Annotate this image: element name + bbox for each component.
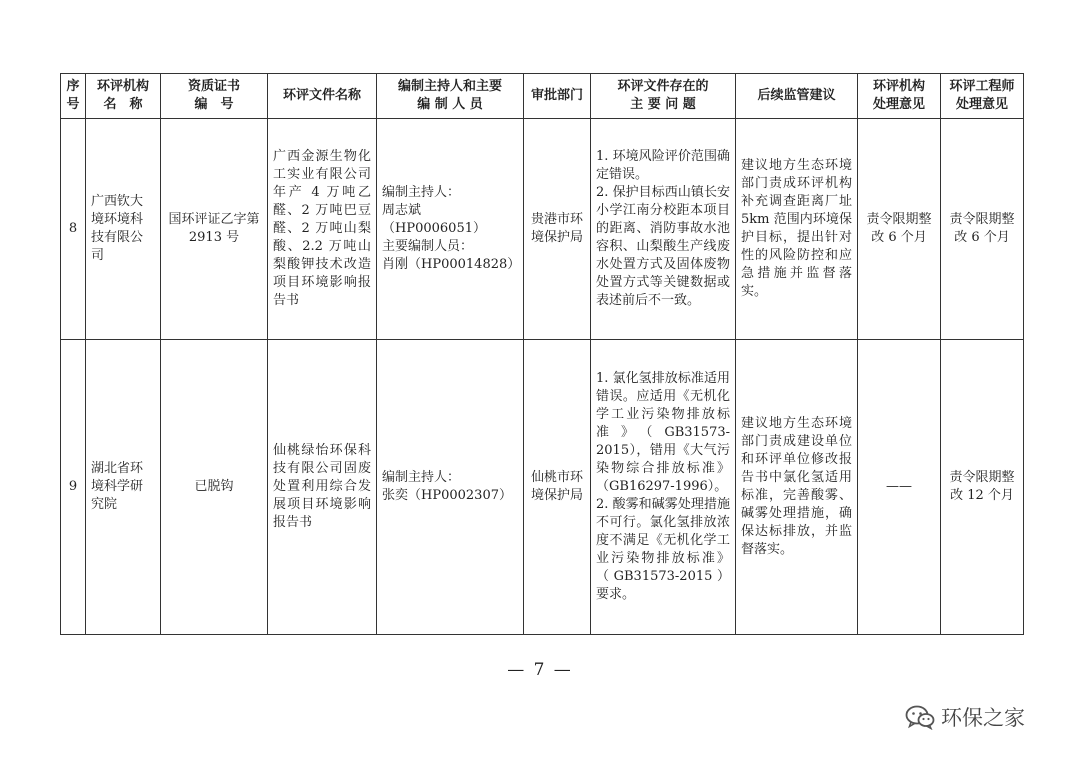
cell-supervision: 建议地方生态环境部门责成环评机构补充调查距离厂址 5km 范围内环境保护目标，提出针对性的风险防控和应急措施并监督落实。 — [736, 119, 858, 340]
cell-no: 9 — [61, 340, 86, 635]
penalty-table — [60, 73, 1024, 635]
header-doc: 环评文件名称 — [268, 74, 377, 119]
cell-engineer-opinion: 责令限期整改 6 个月 — [941, 119, 1024, 340]
cell-problems: 1. 氯化氢排放标准适用错误。应适用《无机化学工业污染物排放标准》（GB31573-2015），错用《大气污染物综合排放标准》（GB16297-1996）。 2. 酸雾和碱雾处理措施不可行。氯化氢排放浓度不满足《无机化学工业污染物排放标准》（GB31573-2015）要求。 — [591, 340, 736, 635]
watermark-text: 环保之家 — [941, 706, 1025, 730]
cell-agency-opinion: —— — [858, 340, 941, 635]
header-agency: 环评机构 名 称 — [86, 74, 161, 119]
cell-agency: 湖北省环境科学研究院 — [86, 340, 161, 635]
page-number: — 7 — — [507, 660, 573, 680]
header-agency-opinion: 环评机构 处理意见 — [858, 74, 941, 119]
header-problems: 环评文件存在的 主 要 问 题 — [591, 74, 736, 119]
cell-staff: 编制主持人： 周志斌（HP0006051） 主要编制人员： 肖刚（HP00014828） — [377, 119, 524, 340]
table-row — [61, 119, 1024, 340]
cell-doc: 广西金源生物化工实业有限公司年产 4 万吨乙醛、2 万吨巴豆醛、2 万吨山梨酸、2.2 万吨山梨酸钾技术改造项目环境影响报告书 — [268, 119, 377, 340]
cell-dept: 仙桃市环境保护局 — [524, 340, 591, 635]
header-supervision: 后续监管建议 — [736, 74, 858, 119]
table-row — [61, 340, 1024, 635]
cell-staff: 编制主持人： 张奕（HP0002307） — [377, 340, 524, 635]
cell-cert: 国环评证乙字第 2913 号 — [161, 119, 268, 340]
cell-agency: 广西钦大境环境科技有限公司 — [86, 119, 161, 340]
cell-no: 8 — [61, 119, 86, 340]
header-staff: 编制主持人和主要 编 制 人 员 — [377, 74, 524, 119]
cell-dept: 贵港市环境保护局 — [524, 119, 591, 340]
wechat-icon — [905, 704, 935, 730]
cell-agency-opinion: 责令限期整改 6 个月 — [858, 119, 941, 340]
header-dept: 审批部门 — [524, 74, 591, 119]
cell-cert: 已脱钩 — [161, 340, 268, 635]
cell-engineer-opinion: 责令限期整改 12 个月 — [941, 340, 1024, 635]
header-cert: 资质证书 编 号 — [161, 74, 268, 119]
cell-doc: 仙桃绿怡环保科技有限公司固废处置利用综合发展项目环境影响报告书 — [268, 340, 377, 635]
watermark — [905, 702, 1025, 732]
cell-problems: 1. 环境风险评价范围确定错误。 2. 保护目标西山镇长安小学江南分校距本项目的距离、消防事故水池容积、山梨酸生产线废水处置方式及固体废物处置方式等关键数据或表述前后不一致。 — [591, 119, 736, 340]
header-row — [61, 74, 1024, 119]
header-engineer-opinion: 环评工程师 处理意见 — [941, 74, 1024, 119]
header-no: 序 号 — [61, 74, 86, 119]
cell-supervision: 建议地方生态环境部门责成建设单位和环评单位修改报告书中氯化氢适用标准，完善酸雾、碱雾处理措施，确保达标排放，并监督落实。 — [736, 340, 858, 635]
